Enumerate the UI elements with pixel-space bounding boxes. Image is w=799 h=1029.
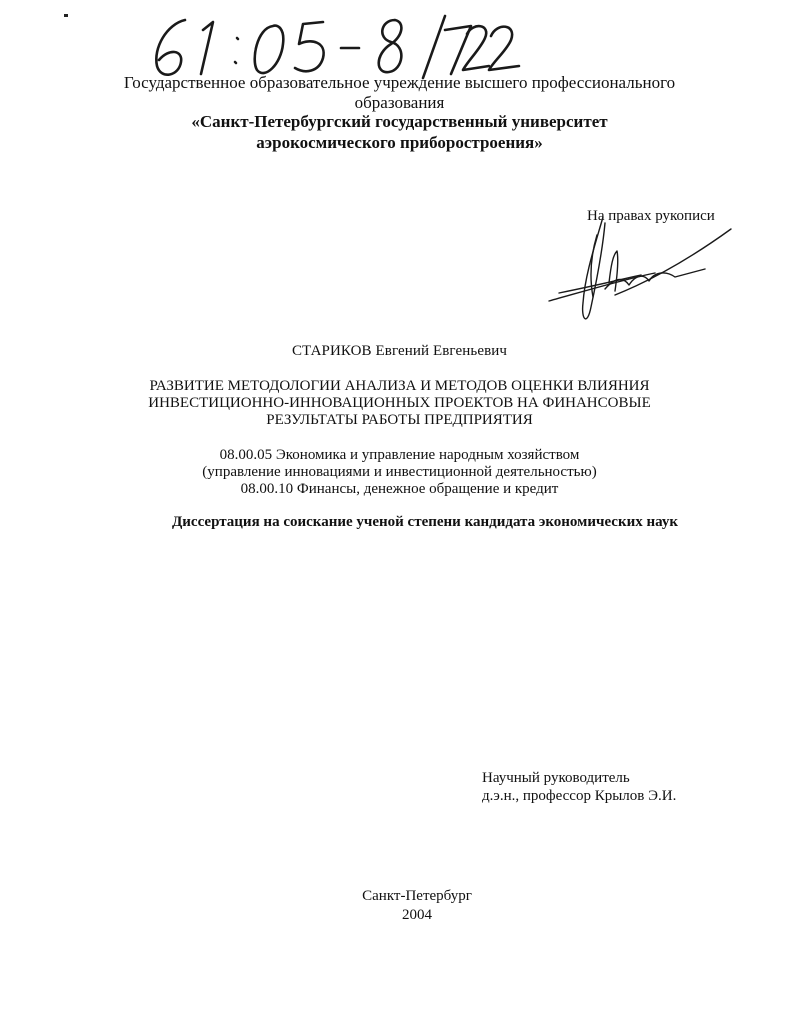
university-name-line-1: «Санкт-Петербургский государственный университет (191, 112, 608, 131)
scan-speck (64, 14, 68, 17)
specialty-line-3: 08.00.10 Финансы, денежное обращение и кредит (240, 481, 559, 497)
supervisor-name: д.э.н., профессор Крылов Э.И. (482, 788, 677, 804)
city: Санкт-Петербург (362, 888, 472, 904)
author-name: СТАРИКОВ Евгений Евгеньевич (291, 343, 508, 359)
supervisor-label: Научный руководитель (482, 770, 630, 786)
handwritten-signature (545, 215, 735, 333)
dissertation-title-line-1: РАЗВИТИЕ МЕТОДОЛОГИИ АНАЛИЗА И МЕТОДОВ ОЦЕНКИ ВЛИЯНИЯ (149, 378, 650, 394)
institution-line-1: Государственное образовательное учреждение высшего профессионального (123, 73, 676, 92)
dissertation-degree-note: Диссертация на соискание ученой степени кандидата экономических наук (171, 514, 679, 530)
university-name-line-2: аэрокосмического приборостроения» (256, 133, 543, 152)
year: 2004 (402, 907, 432, 923)
dissertation-title-line-3: РЕЗУЛЬТАТЫ РАБОТЫ ПРЕДПРИЯТИЯ (266, 412, 533, 428)
dissertation-title-line-2: ИНВЕСТИЦИОННО-ИННОВАЦИОННЫХ ПРОЕКТОВ НА ФИНАНСОВЫЕ (148, 395, 651, 411)
institution-line-2: образования (354, 93, 445, 112)
specialty-line-1: 08.00.05 Экономика и управление народным хозяйством (219, 447, 580, 463)
rights-note: На правах рукописи (587, 208, 715, 224)
specialty-line-2: (управление инновациями и инвестиционной деятельностью) (202, 464, 597, 480)
